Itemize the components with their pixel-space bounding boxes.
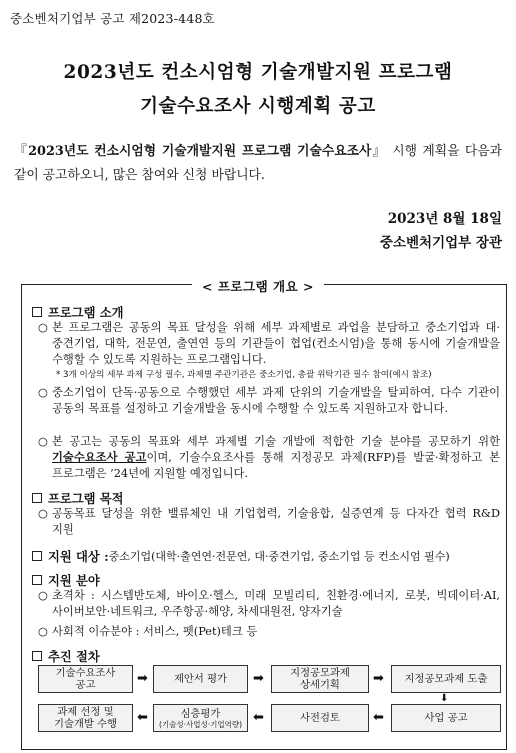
section-target bbox=[32, 547, 450, 565]
checkbox-square-icon bbox=[32, 575, 42, 585]
footnote: * 3개 이상의 세부 과제 구성 필수, 과제별 주관기관은 중소기업, 총괄 위탁기관 필수 참여(예시 참조) bbox=[56, 370, 432, 380]
lead-rest: 시행 계획을 다음과 같이 공고하오니, 많은 참여와 신청 바랍니다. bbox=[14, 144, 503, 183]
section-purpose bbox=[32, 489, 124, 507]
flow-step-program-notice: 사업 공고 bbox=[391, 704, 501, 732]
arrow-right-icon: ➡ bbox=[253, 671, 264, 686]
arrow-left-icon: ⬅ bbox=[253, 710, 264, 725]
checkbox-square-icon bbox=[32, 307, 42, 317]
flow-step-demand-survey: 기술수요조사 공고 bbox=[38, 665, 133, 693]
arrow-left-icon: ⬅ bbox=[373, 710, 384, 725]
overview-box-title: < 프로그램 개요 > bbox=[0, 276, 516, 295]
flow-step-proposal-eval: 제안서 평가 bbox=[153, 665, 248, 693]
bullet-text-pre: 본 공고는 공동의 목표와 세부 과제별 기술 개발에 적합한 기술 분야를 공모하기 위한 bbox=[52, 435, 500, 448]
checkbox-square-icon bbox=[32, 551, 42, 561]
section-heading: 지원 대상 : bbox=[48, 549, 109, 564]
list-item bbox=[38, 385, 500, 417]
arrow-right-icon: ➡ bbox=[373, 671, 384, 686]
page-title-line1: 2023년도 컨소시엄형 기술개발지원 프로그램 bbox=[63, 62, 453, 83]
notice-number: 중소벤처기업부 공고 제2023-448호 bbox=[10, 11, 215, 26]
target-text: 중소기업(대학·출연연·전문연, 대·중견기업, 중소기업 등 컨소시엄 필수) bbox=[108, 550, 450, 563]
checkbox-square-icon bbox=[32, 493, 42, 503]
circle-bullet-icon: ○ bbox=[38, 625, 48, 638]
bullet-text: 초격차 : 시스템반도체, 바이오·헬스, 미래 모빌리티, 친환경·에너지, 로봇, 빅데이터·AI, 사이버보안·네트워크, 우주항공·해양, 차세대원전, 양자기술 bbox=[52, 589, 500, 618]
circle-bullet-icon: ○ bbox=[38, 589, 48, 602]
flow-step-detailed-planning: 지정공모과제 상세기획 bbox=[271, 665, 369, 693]
list-item bbox=[38, 320, 500, 367]
list-item bbox=[38, 506, 500, 538]
section-fields bbox=[32, 571, 100, 589]
lead-close-mark: 』 bbox=[371, 144, 387, 159]
section-heading: 프로그램 소개 bbox=[48, 305, 124, 320]
circle-bullet-icon: ○ bbox=[38, 435, 48, 448]
notice-date: 2023년 8월 18일 bbox=[387, 211, 502, 227]
circle-bullet-icon: ○ bbox=[38, 507, 48, 520]
circle-bullet-icon: ○ bbox=[38, 321, 48, 334]
lead-paragraph bbox=[14, 140, 502, 188]
section-program-intro bbox=[32, 303, 124, 321]
bullet-text-emphasis: 기술수요조사 공고 bbox=[52, 449, 147, 464]
page-title-line2: 기술수요조사 시행계획 공고 bbox=[140, 96, 376, 117]
section-heading: 지원 분야 bbox=[48, 573, 100, 588]
checkbox-square-icon bbox=[32, 651, 42, 661]
flow-step-rfp-derivation: 지정공모과제 도출 bbox=[391, 665, 501, 693]
arrow-right-icon: ➡ bbox=[137, 671, 148, 686]
section-procedure bbox=[32, 647, 100, 665]
list-item bbox=[38, 624, 500, 640]
circle-bullet-icon: ○ bbox=[38, 386, 48, 399]
section-heading: 추진 절차 bbox=[48, 649, 100, 664]
list-item bbox=[38, 434, 500, 481]
arrow-down-icon: ⬇ bbox=[440, 693, 449, 704]
lead-open-mark: 『 bbox=[14, 144, 29, 159]
flow-step-label: 심층평가 bbox=[180, 707, 221, 720]
arrow-left-icon: ⬅ bbox=[137, 710, 148, 725]
flow-step-selection-execution: 과제 선정 및 기술개발 수행 bbox=[38, 704, 133, 732]
flow-step-pre-review: 사전검토 bbox=[271, 704, 369, 732]
section-heading: 프로그램 목적 bbox=[48, 491, 124, 506]
lead-program-name: 2023년도 컨소시엄형 기술개발지원 프로그램 기술수요조사 bbox=[28, 144, 372, 159]
flow-step-in-depth-eval bbox=[153, 704, 248, 732]
issuer-name: 중소벤처기업부 장관 bbox=[379, 235, 502, 251]
bullet-text: 중소기업이 단독·공동으로 수행했던 세부 과제 단위의 기술개발을 탈피하여, 다수 기관이 공동의 목표를 설정하고 기술개발을 동시에 수행할 수 있도록 지원하고자 합니다. bbox=[52, 386, 500, 415]
list-item bbox=[38, 588, 500, 620]
bullet-text-post: 이며, 기술수요조사를 통해 지정공모 과제(RFP)를 발굴·확정하고 본 프로그램은 ’24년에 지원할 예정입니다. bbox=[52, 450, 500, 480]
bullet-text: 본 프로그램은 공동의 목표 달성을 위해 세부 과제별로 과업을 분담하고 중소기업과 대·중견기업, 대학, 전문연, 출연연 등의 기관들이 협업(컨소시엄)을 통해 동시에 기술개발을 수행할 수 있도록 지원하는 프로그램입니다. bbox=[52, 321, 500, 366]
bullet-text: 공동목표 달성을 위한 밸류체인 내 기업협력, 기술융합, 실증연계 등 다자간 협력 R&D 지원 bbox=[52, 507, 500, 536]
bullet-text: 사회적 이슈분야 : 서비스, 펫(Pet)테크 등 bbox=[52, 625, 258, 638]
flow-step-sublabel: (기술성·사업성·기업역량) bbox=[158, 719, 243, 729]
